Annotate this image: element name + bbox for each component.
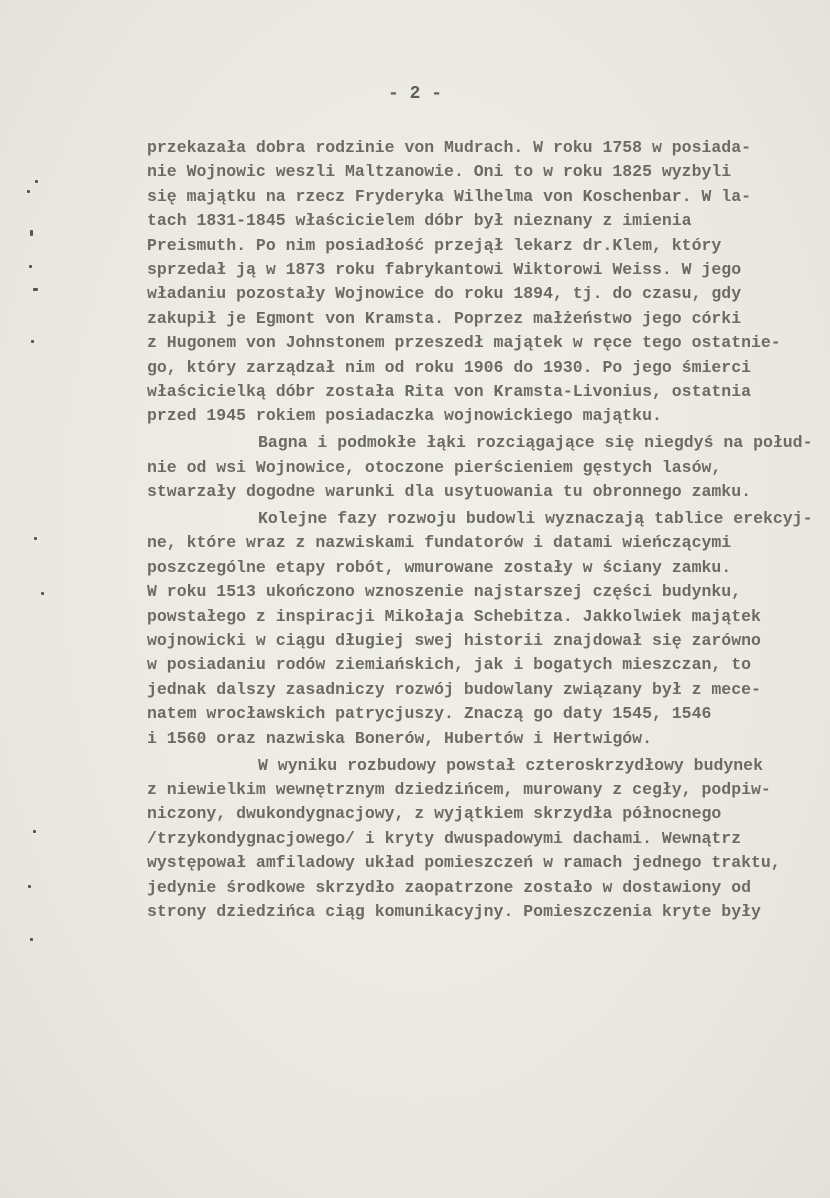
text-line: nie Wojnowic weszli Maltzanowie. Oni to w roku 1825 wyzbyli xyxy=(147,162,732,182)
text-line: nie od wsi Wojnowice, otoczone pierścieniem gęstych lasów, xyxy=(147,457,722,477)
text-line: natem wrocławskich patrycjuszy. Znaczą go daty 1545, 1546 xyxy=(147,704,712,724)
text-line: władaniu pozostały Wojnowice do roku 1894, tj. do czasu, gdy xyxy=(147,284,742,304)
text-line: W roku 1513 ukończono wznoszenie najstarszej części budynku, xyxy=(147,582,742,602)
text-line: Preismuth. Po nim posiadłość przejął lekarz dr.Klem, który xyxy=(147,235,722,255)
text-line: poszczególne etapy robót, wmurowane zostały w ściany zamku. xyxy=(147,557,732,577)
text-line: stwarzały dogodne warunki dla usytuowania tu obronnego zamku. xyxy=(147,482,751,502)
text-line: wojnowicki w ciągu długiej swej historii znajdował się zarówno xyxy=(147,631,761,650)
text-line: zakupił je Egmont von Kramsta. Poprzez małżeństwo jego córki xyxy=(147,308,742,328)
margin-mark xyxy=(28,885,31,888)
text-line: Bagna i podmokłe łąki rozciągające się niegdyś na połud- xyxy=(258,433,813,453)
margin-mark xyxy=(31,340,34,343)
margin-mark xyxy=(27,190,30,193)
text-line: z Hugonem von Johnstonem przeszedł majątek w ręce tego ostatnie- xyxy=(147,333,781,353)
text-line: powstałego z inspiracji Mikołaja Schebitza. Jakkolwiek majątek xyxy=(147,606,761,626)
text-line: niczony, dwukondygnacjowy, z wyjątkiem skrzydła północnego xyxy=(147,804,722,824)
text-line: występował amfiladowy układ pomieszczeń w ramach jednego traktu, xyxy=(147,853,781,873)
text-line: jedynie środkowe skrzydło zaopatrzone zostało w dostawiony od xyxy=(147,877,751,897)
margin-mark xyxy=(34,537,37,540)
text-line: właścicielką dóbr została Rita von Kramsta-Livonius, ostatnia xyxy=(147,382,751,401)
text-line: przekazała dobra rodzinie von Mudrach. W roku 1758 w posiada- xyxy=(147,138,751,157)
margin-mark xyxy=(29,265,32,268)
text-line: w posiadaniu rodów ziemiańskich, jak i bogatych mieszczan, to xyxy=(147,655,751,675)
text-line: tach 1831-1845 właścicielem dóbr był nieznany z imienia xyxy=(147,211,692,231)
text-line: /trzykondygnacjowego/ i kryty dwuspadowymi dachami. Wewnątrz xyxy=(147,828,742,848)
margin-mark xyxy=(30,230,33,236)
margin-mark xyxy=(33,830,36,833)
text-line: ne, które wraz z nazwiskami fundatorów i datami wieńczącymi xyxy=(147,533,732,553)
margin-mark xyxy=(33,288,38,291)
text-line: sprzedał ją w 1873 roku fabrykantowi Wiktorowi Weiss. W jego xyxy=(147,260,742,279)
margin-mark xyxy=(41,592,44,595)
text-line: strony dziedzińca ciąg komunikacyjny. Pomieszczenia kryte były xyxy=(147,901,761,921)
margin-mark xyxy=(35,180,38,183)
margin-mark xyxy=(30,938,33,941)
text-line: i 1560 oraz nazwiska Bonerów, Hubertów i Hertwigów. xyxy=(147,728,652,748)
text-line: Kolejne fazy rozwoju budowli wyznaczają tablice erekcyj- xyxy=(258,509,813,528)
text-line: z niewielkim wewnętrznym dziedzińcem, murowany z cegły, podpiw- xyxy=(147,779,771,799)
text-line: się majątku na rzecz Fryderyka Wilhelma von Koschenbar. W la- xyxy=(147,186,751,206)
page-number: - 2 - xyxy=(387,84,442,104)
text-line: jednak dalszy zasadniczy rozwój budowlany związany był z mece- xyxy=(147,679,761,699)
text-line: przed 1945 rokiem posiadaczka wojnowickiego majątku. xyxy=(147,406,662,426)
text-line: W wyniku rozbudowy powstał czteroskrzydłowy budynek xyxy=(258,755,763,775)
text-line: go, który zarządzał nim od roku 1906 do 1930. Po jego śmierci xyxy=(147,357,751,377)
